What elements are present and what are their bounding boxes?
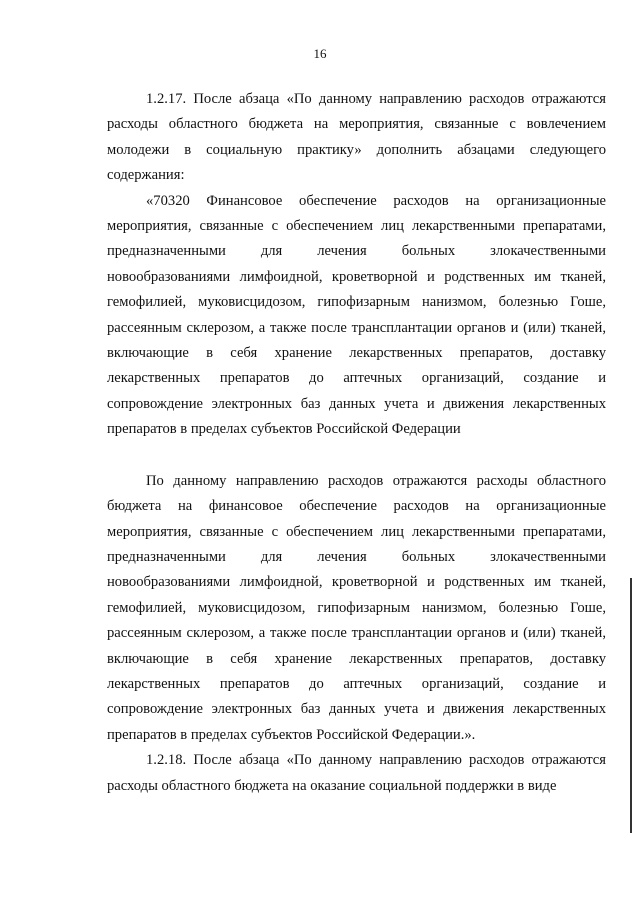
page-number: 16 [313, 46, 327, 61]
paragraph-1-2-17-intro: 1.2.17. После абзаца «По данному направлению расходов отражаются расходы областного бюджета на мероприятия, связанные с вовлечением молодежи в социальную практику» дополнить абзацами следующего содержания: [107, 91, 606, 184]
document-body [107, 87, 606, 799]
paragraph-code-70320: «70320 Финансовое обеспечение расходов на организационные мероприятия, связанные с обеспечением лиц лекарственными препаратами, предназначенными для лечения больных злокачественными новообразованиями лимфоидной, кроветворной и родственных им тканей, гемофилией, муковисцидозом, гипофизарным нанизмом, болезнью Гоше, рассеянным склерозом, а также после трансплантации органов и (или) тканей, включающие в себя хранение лекарственных препаратов, доставку лекарственных препаратов до аптечных организаций, создание и сопровождение электронных баз данных учета и движения лекарственных препаратов в пределах субъектов Российской Федерации [107, 192, 606, 438]
scan-edge-line [630, 578, 632, 833]
paragraph-expense-description: По данному направлению расходов отражаются расходы областного бюджета на финансовое обеспечение расходов на организационные мероприятия, связанные с обеспечением лиц лекарственными препаратами, предназначенными для лечения больных злокачественными новообразованиями лимфоидной, кроветворной и родственных им тканей, гемофилией, муковисцидозом, гипофизарным нанизмом, болезнью Гоше, рассеянным склерозом, а также после трансплантации органов и (или) тканей, включающие в себя хранение лекарственных препаратов, доставку лекарственных препаратов до аптечных организаций, создание и сопровождение электронных баз данных учета и движения лекарственных препаратов в пределах субъектов Российской Федерации.». [107, 472, 606, 743]
paragraph-1-2-18-intro: 1.2.18. После абзаца «По данному направлению расходов отражаются расходы областного бюджета на оказание социальной поддержки в виде [107, 752, 606, 794]
